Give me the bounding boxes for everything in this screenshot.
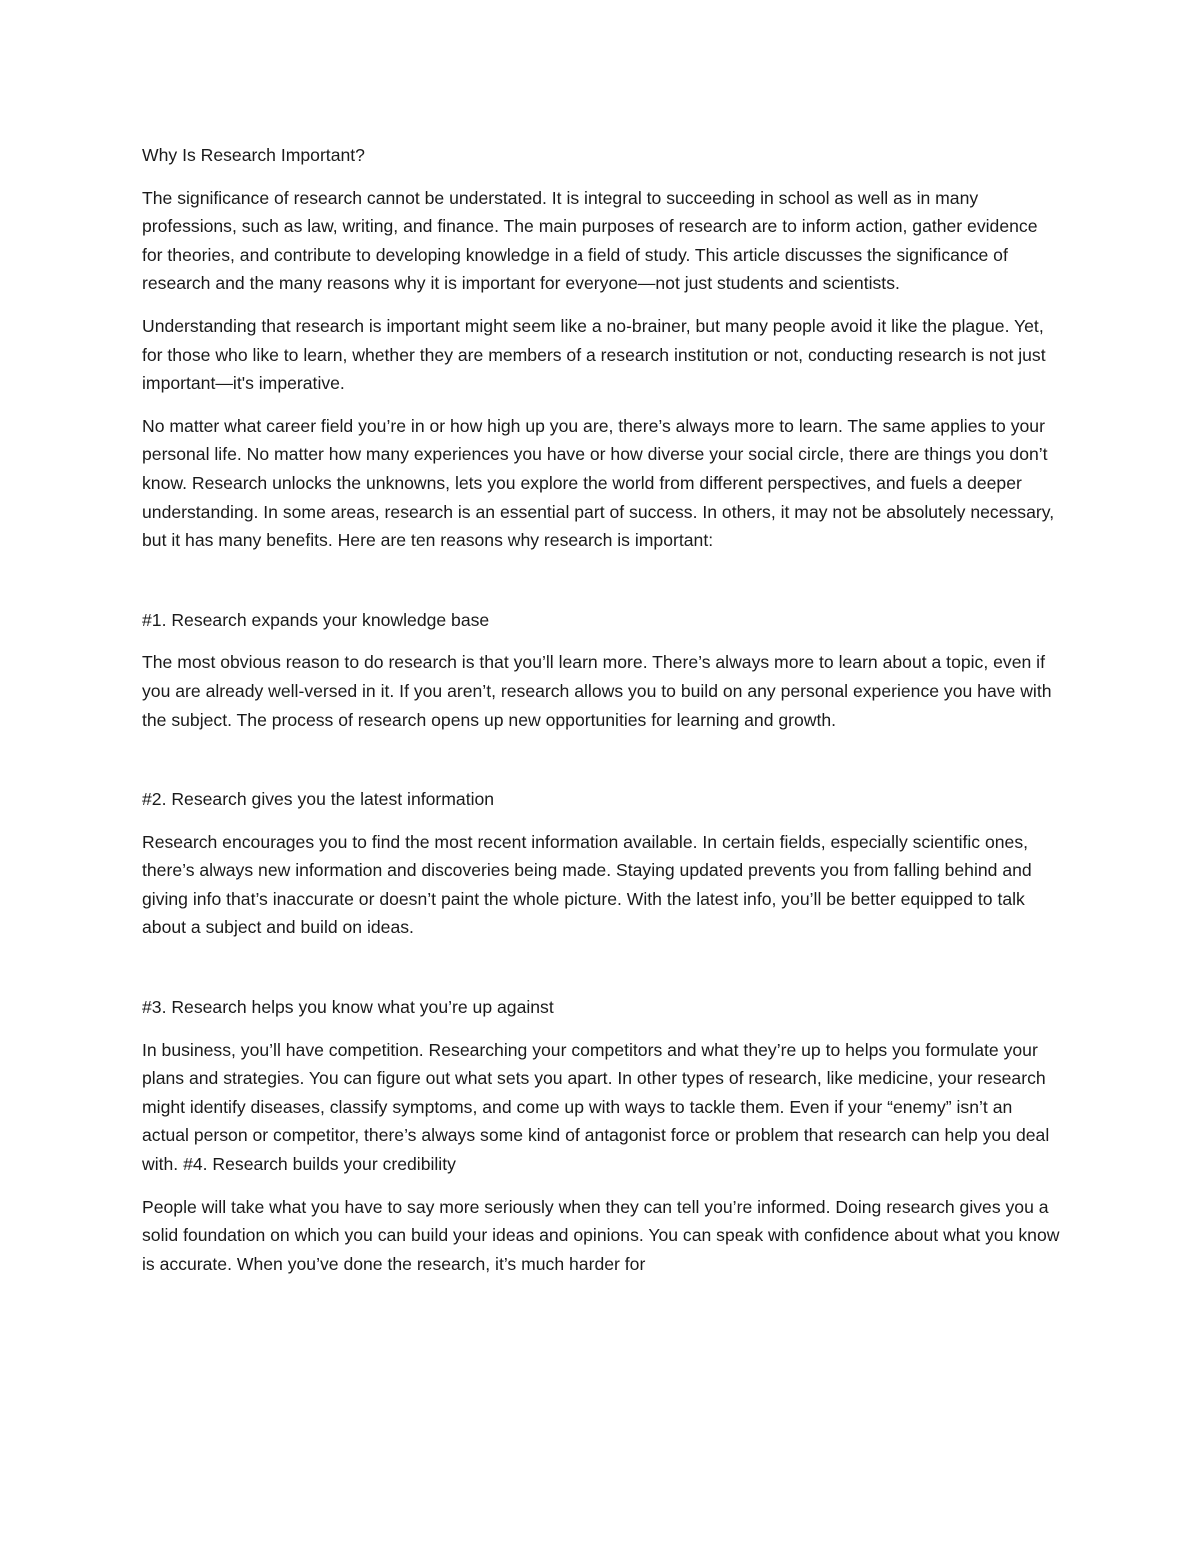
document-page (142, 141, 1062, 1292)
section-body-2: Research encourages you to find the most recent information available. In certain fields, especially scientific ones, there’s always new information and discoveries being made. Staying updated prevents you from falling behind and giving info that’s inaccurate or doesn’t paint the whole picture. With the latest info, you’ll be better equipped to talk about a subject and build on ideas. (142, 831, 1032, 938)
section-heading-1: #1. Research expands your knowledge base (142, 609, 490, 630)
section-body-3: In business, you’ll have competition. Researching your competitors and what they’re up to helps you formulate your plans and strategies. You can figure out what sets you apart. In other types of research, like medicine, your research might identify diseases, classify symptoms, and come up with ways to tackle them. Even if your “enemy” isn’t an actual person or competitor, there’s always some kind of antagonist force or problem that research can help you deal with. #4. Research builds your credibility (142, 1039, 1050, 1175)
document-title: Why Is Research Important? (142, 145, 365, 165)
intro-paragraph-1: The significance of research cannot be understated. It is integral to succeeding in school as well as in many professions, such as law, writing, and finance. The main purposes of research are to inform action, gather evidence for theories, and contribute to developing knowledge in a field of study. This article discusses the significance of research and the many reasons why it is important for everyone—not just students and scientists. (142, 187, 1038, 294)
section-body-1: The most obvious reason to do research is that you’ll learn more. There’s always more to learn about a topic, even if you are already well-versed in it. If you aren’t, research allows you to build on any personal experience you have with the subject. The process of research opens up new opportunities for learning and growth. (142, 652, 1052, 730)
intro-paragraph-2: Understanding that research is important might seem like a no-brainer, but many people avoid it like the plague. Yet, for those who like to learn, whether they are members of a research institution or not, conducting research is not just important—it's imperative. (142, 315, 1046, 394)
section-body-4: People will take what you have to say more seriously when they can tell you’re informed. Doing research gives you a solid foundation on which you can build your ideas and opinions. You can speak with confidence about what you know is accurate. When you’ve done the research, it’s much harder for (142, 1196, 1060, 1274)
intro-paragraph-3: No matter what career field you’re in or how high up you are, there’s always more to learn. The same applies to your personal life. No matter how many experiences you have or how diverse your social circle, there are things you don’t know. Research unlocks the unknowns, lets you explore the world from different perspectives, and fuels a deeper understanding. In some areas, research is an essential part of success. In others, it may not be absolutely necessary, but it has many benefits. Here are ten reasons why research is important: (142, 415, 1055, 551)
section-heading-3: #3. Research helps you know what you’re up against (142, 997, 554, 1018)
section-heading-2: #2. Research gives you the latest information (142, 789, 495, 810)
